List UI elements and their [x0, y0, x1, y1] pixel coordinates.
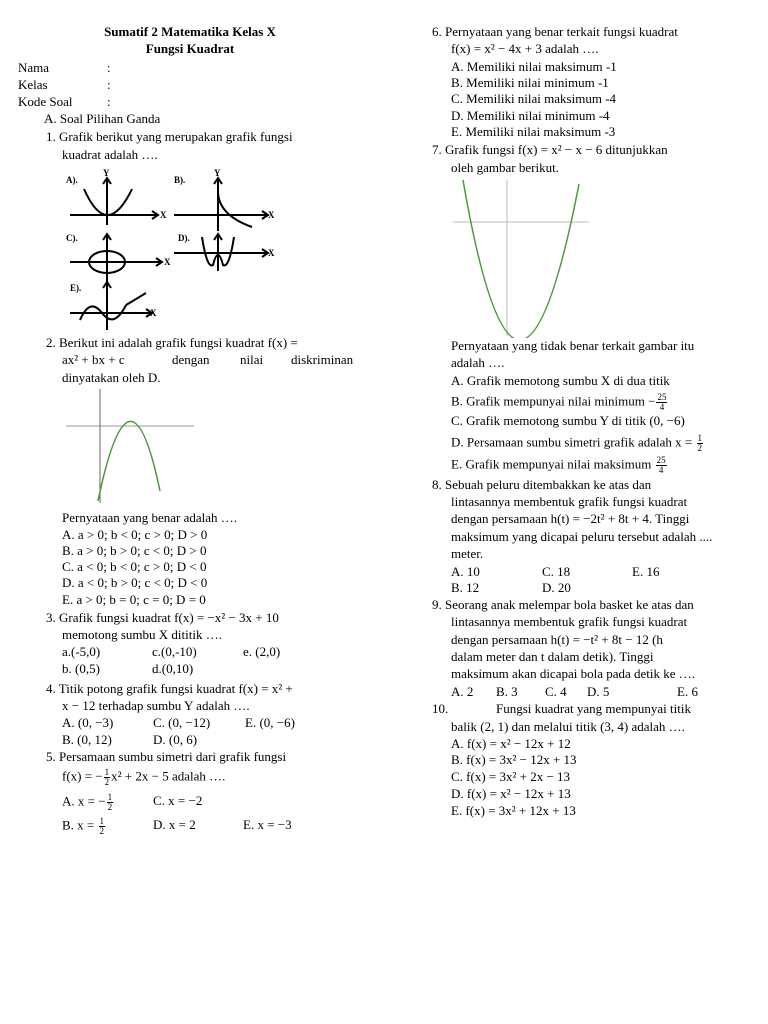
q4-option: C. (0, −12): [153, 715, 211, 730]
q9-option: E. 6: [677, 684, 698, 699]
q2-text: 2. Berikut ini adalah grafik fungsi kuadrat f(x) =: [46, 335, 298, 350]
q7-stem: adalah ….: [451, 355, 505, 370]
q9-text: 9. Seorang anak melempar bola basket ke atas dan: [432, 597, 694, 612]
field-label-nama: Nama: [18, 60, 50, 75]
q5-option-a: A. x = − $\frac{1}{2}$: [62, 792, 113, 812]
q10-option: E. f(x) = 3x² + 12x + 13: [451, 803, 576, 818]
q6-option: A. Memiliki nilai maksimum -1: [451, 59, 617, 74]
q4-option: E. (0, −6): [245, 715, 295, 730]
q3-text: memotong sumbu X dititik ….: [62, 627, 222, 642]
q9-text: lintasannya membentuk grafik fungsi kuadrat: [451, 614, 688, 629]
q8-option: B. 12: [451, 580, 480, 595]
q8-option: A. 10: [451, 564, 480, 579]
q2-option: A. a > 0; b < 0; c > 0; D > 0: [62, 527, 208, 542]
q2-graph: [62, 385, 202, 505]
field-sep: :: [107, 60, 111, 75]
axis-label-y: Y: [103, 168, 110, 178]
q1-label-b: B).: [174, 175, 186, 185]
q5-option-c: C. x = −2: [153, 793, 203, 808]
q3-option: b. (0,5): [62, 661, 100, 676]
field-sep: :: [107, 77, 111, 92]
axis-label-x: X: [268, 248, 275, 258]
q10-option: D. f(x) = x² − 12x + 13: [451, 786, 571, 801]
q9-text: dalam meter dan t dalam detik). Tinggi: [451, 649, 654, 664]
q9-option: A. 2: [451, 684, 474, 699]
q8-option: D. 20: [542, 580, 571, 595]
q10-number: 10.: [432, 701, 449, 716]
field-sep: :: [107, 94, 111, 109]
axis-label-x: X: [160, 210, 167, 220]
q2-text: diskriminan: [291, 352, 354, 367]
q7-stem: Pernyataan yang tidak benar terkait gambar itu: [451, 338, 695, 353]
q10-option: B. f(x) = 3x² − 12x + 13: [451, 752, 577, 767]
q2-text: nilai: [240, 352, 264, 367]
q7-graph: [451, 178, 591, 338]
q5-option-d: D. x = 2: [153, 817, 196, 832]
q5-text: 5. Persamaan sumbu simetri dari grafik fungsi: [46, 749, 287, 764]
q6-option: D. Memiliki nilai minimum -4: [451, 108, 610, 123]
q4-option: A. (0, −3): [62, 715, 114, 730]
q4-option: B. (0, 12): [62, 732, 112, 747]
q10-text: Fungsi kuadrat yang mempunyai titik: [496, 701, 691, 716]
q3-option: d.(0,10): [152, 661, 194, 676]
q2-text: dengan: [172, 352, 210, 367]
q9-option: D. 5: [587, 684, 610, 699]
q2-option: D. a < 0; b > 0; c < 0; D < 0: [62, 575, 208, 590]
q8-option: C. 18: [542, 564, 571, 579]
q6-text: 6. Pernyataan yang benar terkait fungsi kuadrat: [432, 24, 678, 39]
q8-text: meter.: [451, 546, 484, 561]
q4-text: x − 12 terhadap sumbu Y adalah ….: [62, 698, 250, 713]
q1-label-c: C).: [66, 233, 78, 243]
page-title: Sumatif 2 Matematika Kelas X: [104, 24, 276, 39]
q2-text: dinyatakan oleh D.: [62, 370, 161, 385]
q9-text: dengan persamaan h(t) = −t² + 8t − 12 (h: [451, 632, 663, 647]
q1-graph-options: [62, 165, 282, 330]
section-heading: A. Soal Pilihan Ganda: [44, 111, 161, 126]
q9-option: C. 4: [545, 684, 567, 699]
q7-text: 7. Grafik fungsi f(x) = x² − x − 6 ditunjukkan: [432, 142, 668, 157]
q7-option-e: E. Grafik mempunyai nilai maksimum $\frac{25}{4}$: [451, 455, 666, 475]
q4-option: D. (0, 6): [153, 732, 198, 747]
q3-text: 3. Grafik fungsi kuadrat f(x) = −x² − 3x + 10: [46, 610, 279, 625]
q2-option: E. a > 0; b = 0; c = 0; D = 0: [62, 592, 206, 607]
q8-text: dengan persamaan h(t) = −2t² + 8t + 4. Tinggi: [451, 511, 690, 526]
q10-option: A. f(x) = x² − 12x + 12: [451, 736, 571, 751]
axis-label-x: X: [150, 308, 157, 318]
q9-option: B. 3: [496, 684, 518, 699]
q6-option: E. Memiliki nilai maksimum -3: [451, 124, 616, 139]
q7-text: oleh gambar berikut.: [451, 160, 559, 175]
q8-text: lintasannya membentuk grafik fungsi kuadrat: [451, 494, 688, 509]
q6-text: f(x) = x² − 4x + 3 adalah ….: [451, 41, 599, 56]
q7-option-d: D. Persamaan sumbu simetri grafik adalah x = $\frac{1}{2}$: [451, 433, 703, 453]
q5-text: f(x) = − $\frac{1}{2}$ x² + 2x − 5 adalah ….: [62, 767, 226, 787]
q8-text: maksimum yang dicapai peluru tersebut adalah ....: [451, 529, 713, 544]
axis-label-y: Y: [214, 168, 221, 178]
page-subtitle: Fungsi Kuadrat: [145, 41, 235, 56]
q7-option-a: A. Grafik memotong sumbu X di dua titik: [451, 373, 670, 388]
q8-text: 8. Sebuah peluru ditembakkan ke atas dan: [432, 477, 652, 492]
q6-option: B. Memiliki nilai minimum -1: [451, 75, 609, 90]
q1-label-e: E).: [70, 283, 82, 293]
q9-text: maksimum akan dicapai bola pada detik ke ….: [451, 666, 696, 681]
q2-option: C. a < 0; b < 0; c > 0; D < 0: [62, 559, 207, 574]
q4-text: 4. Titik potong grafik fungsi kuadrat f(x) = x² +: [46, 681, 293, 696]
q8-option: E. 16: [632, 564, 660, 579]
q7-option-b: B. Grafik mempunyai nilai minimum − $\frac{25}{4}$: [451, 392, 667, 412]
q10-option: C. f(x) = 3x² + 2x − 13: [451, 769, 571, 784]
q2-text: ax² + bx + c: [62, 352, 125, 367]
field-label-kode-soal: Kode Soal: [18, 94, 73, 109]
q3-option: c.(0,-10): [152, 644, 197, 659]
q1-text: kuadrat adalah ….: [62, 147, 158, 162]
q6-option: C. Memiliki nilai maksimum -4: [451, 91, 617, 106]
q7-option-c: C. Grafik memotong sumbu Y di titik (0, −6): [451, 413, 685, 428]
q1-label-d: D).: [178, 233, 190, 243]
q10-text: balik (2, 1) dan melalui titik (3, 4) adalah ….: [451, 719, 685, 734]
q3-option: a.(-5,0): [62, 644, 101, 659]
q2-stem: Pernyataan yang benar adalah ….: [62, 510, 238, 525]
q5-option-e: E. x = −3: [243, 817, 292, 832]
q5-option-b: B. x = $\frac{1}{2}$: [62, 816, 105, 836]
axis-label-x: X: [164, 257, 171, 267]
axis-label-x: X: [268, 210, 275, 220]
q3-option: e. (2,0): [243, 644, 281, 659]
q1-text: 1. Grafik berikut yang merupakan grafik fungsi: [46, 129, 293, 144]
field-label-kelas: Kelas: [18, 77, 48, 92]
q1-label-a: A).: [66, 175, 78, 185]
q2-option: B. a > 0; b > 0; c < 0; D > 0: [62, 543, 207, 558]
